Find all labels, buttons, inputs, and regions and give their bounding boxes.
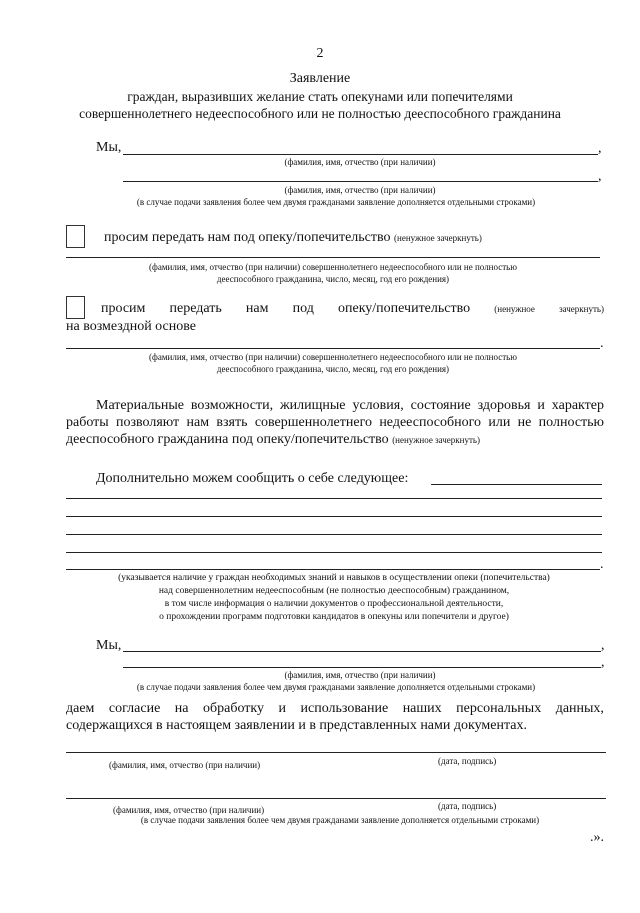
additional-info-line[interactable] [66,534,602,535]
option2-word: нам [245,301,269,316]
skills-caption-line1: (указывается наличие у граждан необходимых знаний и навыков в осуществлении опеки (попечительства) [118,573,550,583]
fio-caption: (фамилия, имя, отчество (при наличии) [284,185,436,195]
option2-word: (ненужное [494,304,535,314]
period: . [600,336,604,351]
page-number: 2 [316,46,324,61]
consent-word: даем [66,701,95,716]
applicant1-name-field-consent[interactable] [123,651,601,652]
sign-date-caption: (дата, подпись) [438,756,497,766]
material-line2: работы позволяют нам взять совершеннолетнего недееспособного или не полностью [66,415,604,430]
closing-mark: .». [590,830,604,845]
additional-info-line[interactable] [66,516,602,517]
material-line3-text: дееспособного гражданина под опеку/попечительство [66,432,389,447]
ward-caption-line2: дееспособного гражданина, число, месяц, год его рождения) [216,364,450,374]
additional-info-line[interactable] [66,498,602,499]
option2-line2: на возмездной основе [66,319,196,334]
option2-word: под [292,301,314,316]
form-title: Заявление [289,71,351,86]
we-label: Мы, [96,140,122,155]
signature-line-2[interactable] [66,798,606,799]
applicant2-name-field-consent[interactable] [123,667,601,668]
skills-caption-line4: о прохождении программ подготовки кандидатов в опекуны или попечители и другое) [159,612,509,622]
consent-word: использование [300,701,389,716]
ward-name-field[interactable] [66,257,600,258]
consent-word: данных, [555,701,604,716]
form-subtitle-line1: граждан, выразивших желание стать опекунами или попечителями [127,89,513,104]
option1-text [104,229,482,246]
more-citizens-note: (в случае подачи заявления более чем двумя гражданами заявление дополняется отдельными строками) [136,197,536,207]
consent-word: наших [402,701,442,716]
skills-caption-line3: в том числе информация о наличии документов о профессиональной деятельности, [164,599,504,609]
option1-checkbox[interactable] [66,225,85,248]
option2-line1 [101,300,604,317]
signature-line-1[interactable] [66,752,606,753]
consent-line1 [66,700,604,717]
period: . [600,557,604,572]
sign-fio-caption: (фамилия, имя, отчество (при наличии) [113,805,265,815]
additional-info-line[interactable] [66,552,602,553]
material-line3 [66,431,480,448]
consent-word: персональных [456,701,542,716]
sign-date-caption: (дата, подпись) [438,801,497,811]
ward-name-field-paid[interactable] [66,348,600,349]
more-citizens-note: (в случае подачи заявления более чем двумя гражданами заявление дополняется отдельными строками) [140,815,540,825]
consent-line2: содержащихся в настоящем заявлении и в представленных нами документах. [66,718,527,733]
consent-word: обработку [203,701,265,716]
option2-word: просим [101,301,146,316]
comma: , [598,169,602,184]
option2-checkbox[interactable] [66,296,85,319]
fio-caption: (фамилия, имя, отчество (при наличии) [284,670,436,680]
we-label: Мы, [96,638,122,653]
consent-word: на [174,701,189,716]
additional-info-label: Дополнительно можем сообщить о себе следующее: [96,471,409,486]
skills-caption-line2: над совершеннолетним недееспособным (не полностью дееспособным) гражданином, [158,586,510,596]
strike-note: (ненужное зачеркнуть) [394,233,482,243]
additional-info-line[interactable] [66,569,600,570]
strike-note: (ненужное зачеркнуть) [392,435,481,445]
consent-word: и [278,701,287,716]
additional-info-field[interactable] [431,484,602,485]
option2-word: опеку/попечительство [337,301,471,316]
comma: , [601,638,605,653]
ward-caption-line2: дееспособного гражданина, число, месяц, год его рождения) [216,274,450,284]
ward-caption-line1: (фамилия, имя, отчество (при наличии) совершеннолетнего недееспособного или не полностью [149,352,517,362]
applicant2-name-field[interactable] [123,181,598,182]
applicant1-name-field[interactable] [123,154,598,155]
sign-fio-caption: (фамилия, имя, отчество (при наличии) [109,760,261,770]
comma: , [601,655,605,670]
more-citizens-note: (в случае подачи заявления более чем двумя гражданами заявление дополняется отдельными строками) [136,682,536,692]
fio-caption: (фамилия, имя, отчество (при наличии) [284,157,436,167]
option2-word: зачеркнуть) [559,304,604,314]
option1-label: просим передать нам под опеку/попечительство [104,230,391,245]
material-line1: Материальные возможности, жилищные условия, состояние здоровья и характер [96,398,604,413]
form-subtitle-line2: совершеннолетнего недееспособного или не полностью дееспособного гражданина [79,106,561,121]
ward-caption-line1: (фамилия, имя, отчество (при наличии) совершеннолетнего недееспособного или не полностью [149,262,517,272]
comma: , [598,141,602,156]
consent-word: согласие [108,701,161,716]
option2-word: передать [169,301,222,316]
